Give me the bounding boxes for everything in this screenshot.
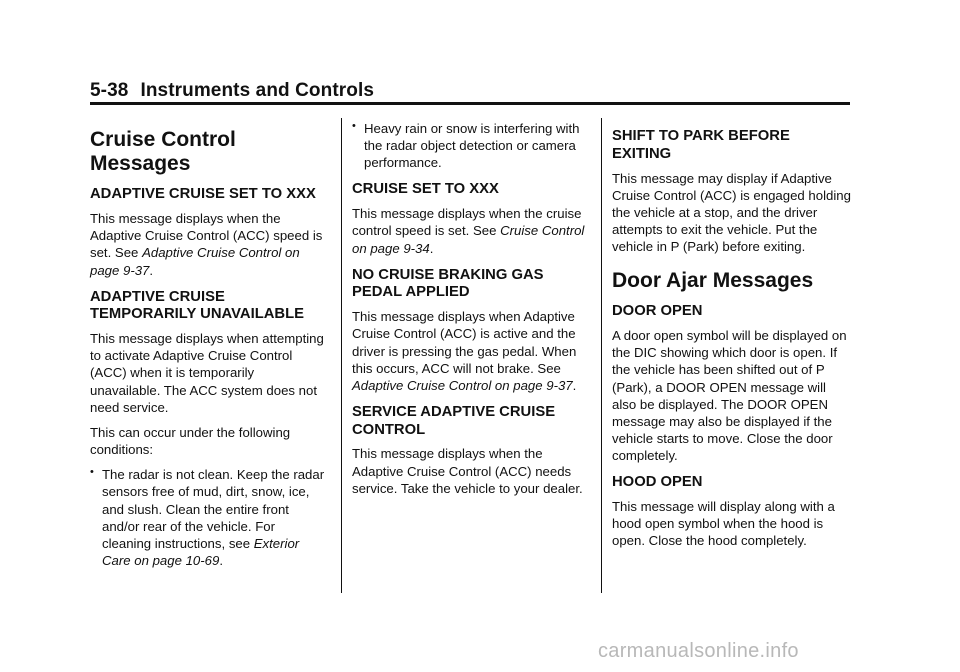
bullet-icon: • [352,120,356,132]
paragraph-cruise-set: This message displays when the cruise control speed is set. See Cruise Control on page 9-34. [352,206,585,256]
cross-reference-link[interactable]: Cruise Control on page 9-34 [352,223,585,256]
page-number: 5-38 [90,80,129,101]
header-rule [90,102,850,105]
watermark: carmanualsonline.info [598,640,799,662]
section-title-door-ajar-messages: Door Ajar Messages [612,269,814,293]
bullet-icon: • [90,466,94,479]
cross-reference-link[interactable]: Adaptive Cruise Control on page 9-37 [90,245,300,278]
section-title: Instruments and Controls [140,80,375,101]
paragraph-shift-to-park: This message may display if Adaptive Cruise Control (ACC) is engaged holding the vehicle at a stop, and the driver attempts to exit the vehicle. Put the vehicle in P (Park) before exiting. [612,170,851,255]
paragraph-service-adaptive-cruise: This message displays when the Adaptive Cruise Control (ACC) needs service. Take the vehicle to your dealer. [352,446,583,496]
column-divider [601,118,602,593]
cross-reference-link[interactable]: Exterior Care on page 10-69 [102,535,300,569]
heading-service-adaptive-cruise: SERVICE ADAPTIVE CRUISE CONTROL [352,403,556,438]
heading-no-cruise-braking: NO CRUISE BRAKING GAS PEDAL APPLIED [352,266,544,301]
paragraph-conditions: This can occur under the following conditions: [90,424,291,458]
section-title-cruise-control-messages: Cruise Control Messages [90,128,236,176]
heading-hood-open: HOOD OPEN [612,474,703,491]
column-divider [341,118,342,593]
column-1 [90,128,325,577]
conditions-list-continued [352,120,592,171]
paragraph-no-cruise-braking: This message displays when Adaptive Cruise Control (ACC) is active and the driver is pressing the gas pedal. When this occurs, ACC will not brake. See Adaptive Cruise Control on page 9-37. [352,309,577,393]
paragraph-adaptive-cruise-set: This message displays when the Adaptive Cruise Control (ACC) speed is set. See Adaptive Cruise Control on page 9-37. [90,211,323,278]
heading-cruise-set: CRUISE SET TO XXX [352,181,499,198]
paragraph-door-open: A door open symbol will be displayed on the DIC showing which door is open. If the vehicle has been shifted out of P (Park), a DOOR OPEN message will also be displayed. The DOOR OPEN message may also be displayed if the vehicle starts to move. Close the door completely. [612,328,847,464]
heading-door-open: DOOR OPEN [612,303,703,320]
cross-reference-link[interactable]: Adaptive Cruise Control on page 9-37 [352,377,573,393]
list-item: • Heavy rain or snow is interfering with the radar object detection or camera performance. [352,120,580,171]
page-header [90,80,374,102]
column-3 [612,128,852,558]
paragraph-hood-open: This message will display along with a hood open symbol when the hood is open. Close the hood completely. [612,499,835,549]
conditions-list [90,466,325,569]
column-2 [352,120,592,505]
heading-adaptive-cruise-set: ADAPTIVE CRUISE SET TO XXX [90,186,316,203]
heading-adaptive-cruise-unavailable: ADAPTIVE CRUISE TEMPORARILY UNAVAILABLE [90,288,305,323]
list-item: • The radar is not clean. Keep the radar sensors free of mud, dirt, snow, ice, and slush. Clean the entire front and/or rear of the vehicle. For cleaning instructions, see Exterior Care on page 10-69. [90,466,325,569]
paragraph-adaptive-cruise-unavailable: This message displays when attempting to activate Adaptive Cruise Control (ACC) when it is temporarily unavailable. The ACC system does not need service. [90,331,324,415]
heading-shift-to-park: SHIFT TO PARK BEFORE EXITING [612,128,790,162]
